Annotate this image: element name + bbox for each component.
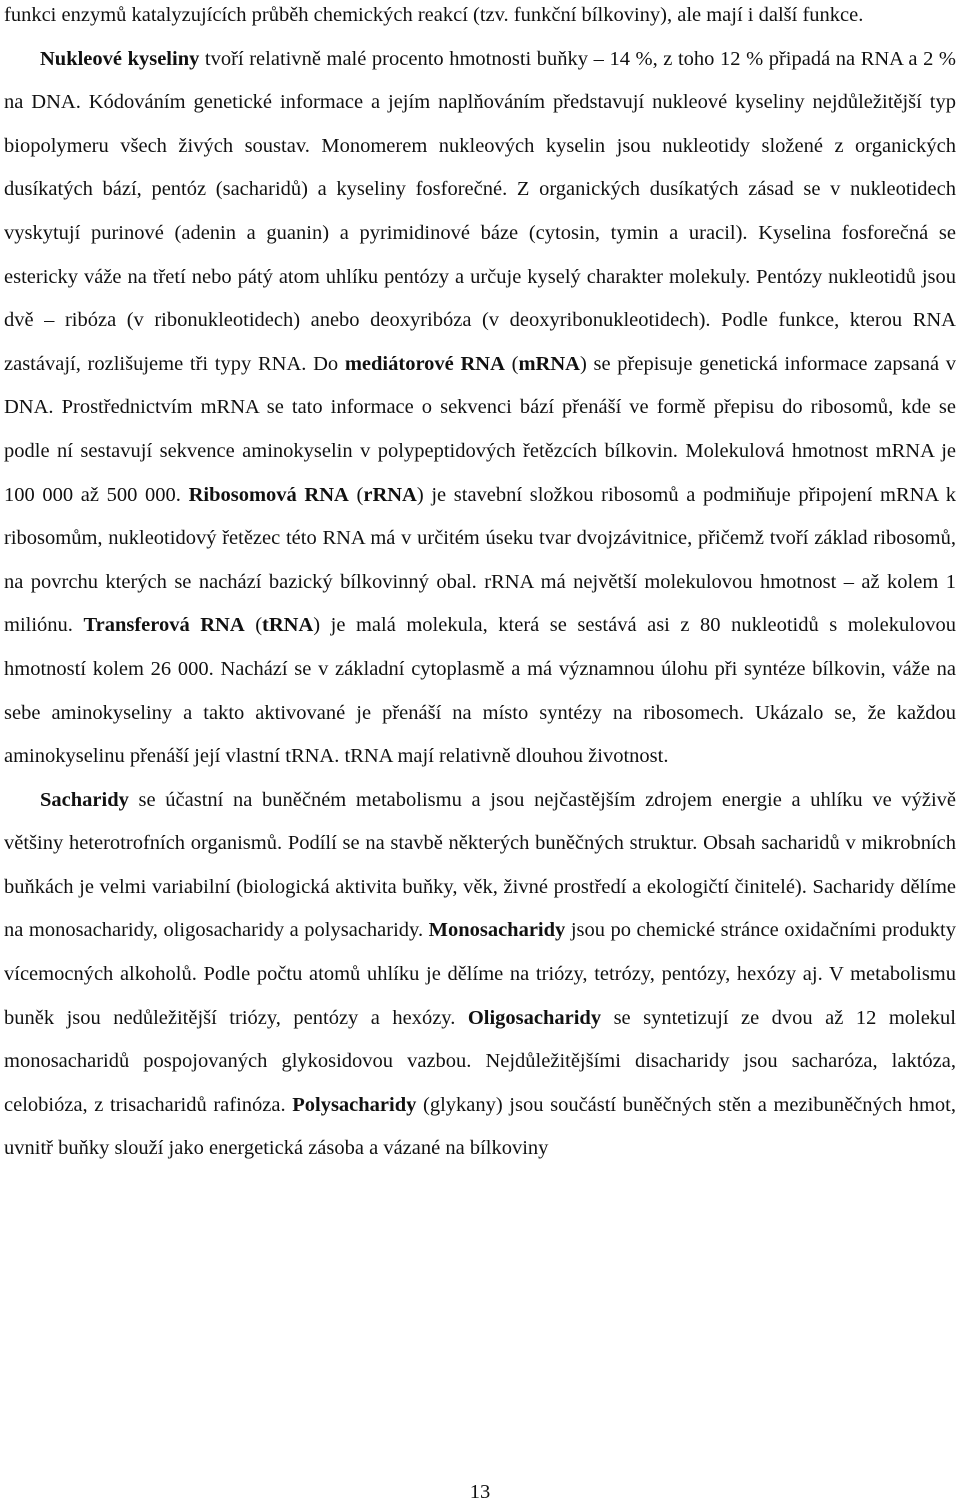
text-span: (glykany) jsou součástí buněčných stěn a mezibuněčných hmot, uvnitř buňky slouží jako energetická zásoba a vázané na bílkoviny: [4, 1093, 956, 1160]
paragraph-proteins-end: [4, 0, 956, 38]
term-mrna: mRNA: [518, 352, 580, 375]
page-number: 13: [469, 1481, 491, 1503]
term-nucleic-acids: Nukleové kyseliny: [40, 47, 200, 70]
text-span: se syntetizují ze dvou až 12 molekul monosacharidů pospojovaných glykosidovou vazbou. Nejdůležitějšími disacharidy jsou sacharóza, laktóza, celobióza, z trisacharidů rafinóza.: [4, 1006, 957, 1116]
body-text: [4, 0, 956, 1171]
text-span: (: [348, 483, 364, 506]
text-span: jsou po chemické stránce oxidačními produkty vícemocných alkoholů. Podle počtu atomů uhlíku je dělíme na triózy, tetrózy, pentózy, hexózy aj. V metabolismu buněk jsou nedůležitější triózy, pentózy a hexózy.: [4, 919, 956, 1029]
term-transfer-rna: Transferová RNA: [83, 614, 245, 637]
term-monosaccharides: Monosacharidy: [428, 919, 566, 942]
text-span: funkci enzymů katalyzujících průběh chemických reakcí (tzv. funkční bílkoviny), ale mají i další funkce.: [4, 4, 864, 26]
term-rrna: rRNA: [363, 483, 417, 506]
term-polysaccharides: Polysacharidy: [292, 1093, 417, 1116]
text-span: tvoří relativně malé procento hmotnosti buňky – 14 %, z toho 12 % připadá na RNA a 2 % na DNA. Kódováním genetické informace a jejím naplňováním představují nukleové kyseliny nejdůležitější typ biopolymeru všech živých soustav. Monomerem nukleových kyselin jsou nukleotidy složené z organických dusíkatých bází, pentóz (sacharidů) a kyseliny fosforečné. Z organických dusíkatých zásad se v nukleotidech vyskytují purinové (adenin a guanin) a pyrimidinové báze (cytosin, tymin a uracil). Kyselina fosforečná se estericky váže na třetí nebo pátý atom uhlíku pentózy a určuje kyselý charakter molekuly. Pentózy nukleotidů jsou dvě – ribóza (v ribonukleotidech) anebo deoxyribóza (v deoxyribonukleotidech). Podle funkce, kterou RNA zastávají, rozlišujeme tři typy RNA. Do: [4, 47, 956, 375]
term-saccharides: Sacharidy: [40, 788, 129, 811]
text-span: ) je malá molekula, která se sestává asi z 80 nukleotidů s molekulovou hmotností kolem 26 000. Nachází se v základní cytoplasmě a má významnou úlohu při syntéze bílkovin, váže na sebe aminokyseliny a takto aktivované je přenáší na místo syntézy na ribosomech. Ukázalo se, že každou aminokyselinu přenáší její vlastní tRNA. tRNA mají relativně dlouhou životnost.: [4, 614, 956, 768]
text-span: se účastní na buněčném metabolismu a jsou nejčastějším zdrojem energie a uhlíku ve výživě většiny heterotrofních organismů. Podílí se na stavbě některých buněčných struktur. Obsah sacharidů v mikrobních buňkách je velmi variabilní (biologická aktivita buňky, věk, živné prostředí a ekologičtí činitelé). Sacharidy dělíme na monosacharidy, oligosacharidy a polysacharidy.: [4, 788, 956, 942]
text-span: (: [504, 352, 519, 375]
term-ribosomal-rna: Ribosomová RNA: [188, 483, 349, 506]
text-span: (: [244, 614, 263, 637]
text-span: ) je stavební složkou ribosomů a podmiňuje připojení mRNA k ribosomům, nukleotidový řetězec této RNA má v určitém úseku tvar dvojzávitnice, přičemž tvoří základ ribosomů, na povrchu kterých se nachází bazický bílkovinný obal. rRNA má největší molekulovou hmotnost – až kolem 1 miliónu.: [4, 483, 957, 637]
term-trna: tRNA: [262, 614, 314, 637]
paragraph-nucleic-acids: [4, 38, 956, 779]
text-span: ) se přepisuje genetická informace zapsaná v DNA. Prostřednictvím mRNA se tato informace o sekvenci bází přenáší ve formě přepisu do ribosomů, kde se podle ní sestavují sekvence aminokyselin v polypeptidových řetězcích bílkovin. Molekulová hmotnost mRNA je 100 000 až 500 000.: [4, 352, 957, 506]
term-oligosaccharides: Oligosacharidy: [467, 1006, 602, 1029]
term-messenger-rna: mediátorové RNA: [344, 352, 505, 375]
paragraph-saccharides: [4, 779, 956, 1171]
